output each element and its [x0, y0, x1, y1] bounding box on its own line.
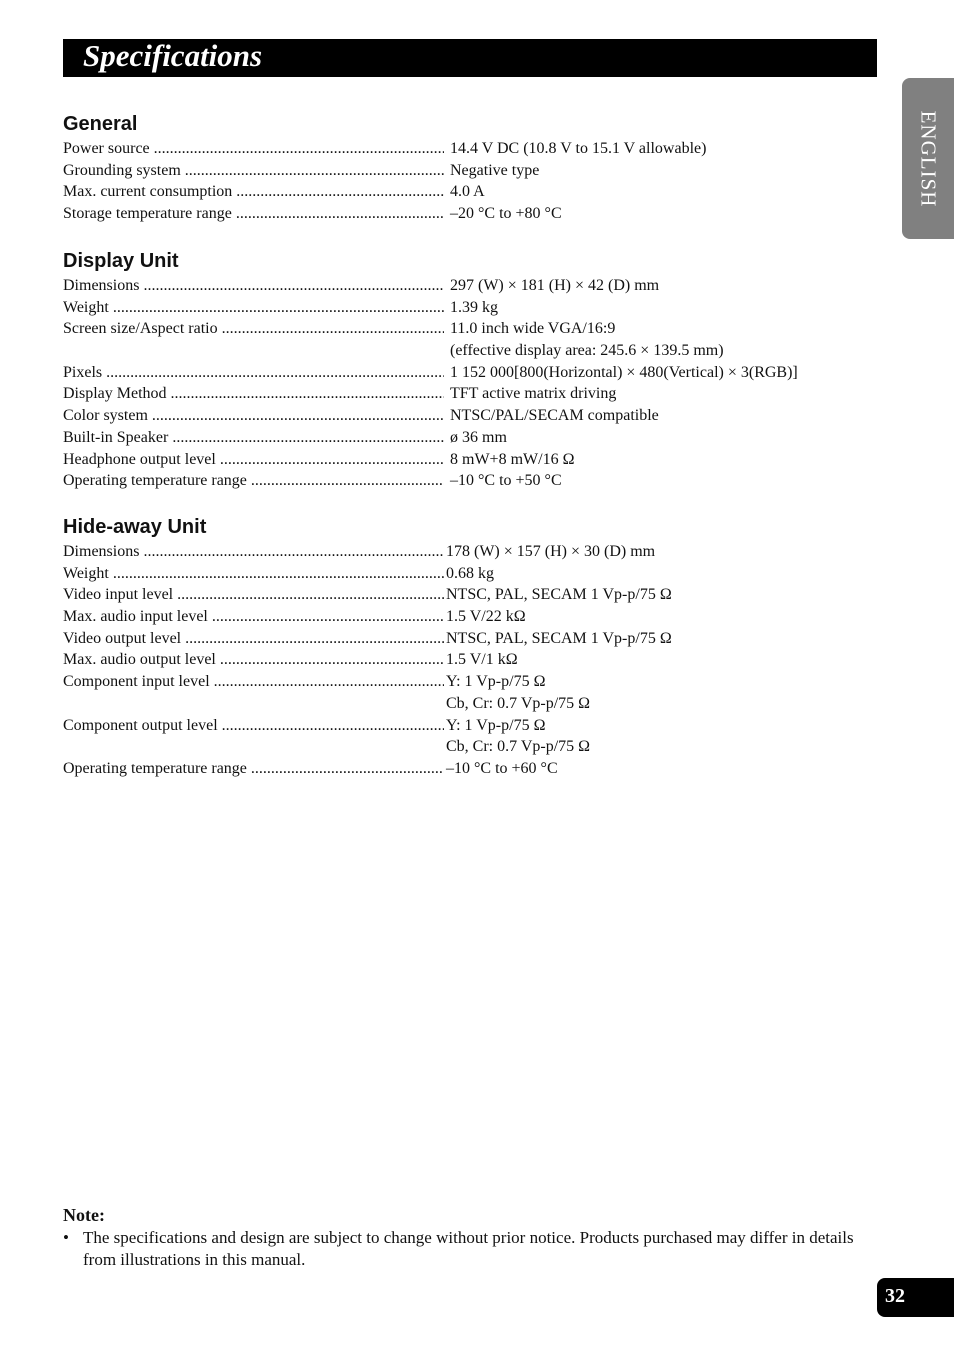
spec-label: Storage temperature range .....	[63, 203, 444, 225]
spec-row	[63, 715, 883, 737]
spec-row	[63, 138, 883, 160]
spec-value: 1 152 000[800(Horizontal) × 480(Vertical) × 3(RGB)]	[450, 363, 798, 381]
spec-label: Component output level .....	[63, 715, 444, 737]
spec-row	[63, 584, 883, 606]
page-number-badge	[877, 1278, 954, 1317]
spec-row	[63, 181, 883, 203]
section-heading-hideaway-unit: Hide-away Unit	[63, 516, 207, 538]
spec-label: Display Method .....	[63, 383, 444, 405]
spec-value: 1.5 V/22 kΩ	[446, 608, 526, 626]
spec-label: Operating temperature range .....	[63, 470, 444, 492]
spec-row	[63, 628, 883, 650]
page-title-bar	[63, 39, 877, 77]
spec-value: 8 mW+8 mW/16 Ω	[450, 450, 575, 468]
spec-label: Component input level .....	[63, 671, 444, 693]
section-hideaway-unit	[63, 514, 883, 780]
spec-label: Operating temperature range .....	[63, 758, 444, 780]
spec-value: Cb, Cr: 0.7 Vp-p/75 Ω	[446, 738, 591, 756]
spec-row	[63, 160, 883, 182]
spec-row	[63, 405, 883, 427]
spec-label: Max. audio input level .....	[63, 606, 444, 628]
spec-row	[63, 758, 883, 780]
spec-rows-hideaway-unit	[63, 541, 883, 780]
spec-value: NTSC, PAL, SECAM 1 Vp-p/75 Ω	[446, 586, 672, 604]
spec-value: Negative type	[450, 161, 540, 179]
spec-label: Max. audio output level .....	[63, 649, 444, 671]
spec-row	[63, 671, 883, 693]
spec-value: 297 (W) × 181 (H) × 42 (D) mm	[450, 277, 660, 294]
spec-row	[63, 275, 883, 297]
spec-value: 11.0 inch wide VGA/16:9	[450, 320, 616, 338]
section-general	[63, 111, 883, 225]
spec-row-continuation	[63, 693, 883, 715]
spec-row	[63, 297, 883, 319]
spec-label: Power source .....	[63, 138, 444, 160]
spec-value: –10 °C to +50 °C	[450, 472, 562, 490]
spec-label: Color system .....	[63, 405, 444, 427]
spec-label: Video output level .....	[63, 628, 444, 650]
spec-value: 1.39 kg	[450, 298, 498, 316]
language-tab	[902, 78, 954, 239]
spec-value: Cb, Cr: 0.7 Vp-p/75 Ω	[446, 694, 591, 712]
page-title: Specifications	[83, 38, 263, 73]
spec-label: Weight .....	[63, 563, 444, 585]
spec-label: Max. current consumption .....	[63, 181, 444, 203]
spec-row	[63, 470, 883, 492]
spec-value: –20 °C to +80 °C	[450, 205, 562, 223]
spec-label: Video input level .....	[63, 584, 444, 606]
spec-row-continuation	[63, 736, 883, 758]
spec-row	[63, 362, 883, 384]
spec-row	[63, 606, 883, 628]
spec-row	[63, 427, 883, 449]
spec-value: TFT active matrix driving	[450, 385, 617, 403]
note-title: Note:	[63, 1205, 105, 1225]
spec-row	[63, 383, 883, 405]
spec-label: Screen size/Aspect ratio .....	[63, 318, 444, 340]
language-tab-label: ENGLISH	[916, 110, 941, 207]
spec-value: –10 °C to +60 °C	[446, 759, 558, 777]
spec-value: 1.5 V/1 kΩ	[446, 651, 518, 669]
section-heading-general: General	[63, 113, 138, 135]
spec-row	[63, 203, 883, 225]
spec-value: NTSC/PAL/SECAM compatible	[450, 407, 659, 425]
spec-row	[63, 318, 883, 340]
spec-row-continuation	[63, 340, 883, 362]
note-text: • The specifications and design are subject to change without prior notice. Products purchased may differ in details from illustrations in this manual.	[63, 1227, 863, 1270]
spec-label: Weight .....	[63, 297, 444, 319]
spec-label: Dimensions .....	[63, 275, 444, 297]
spec-value: 178 (W) × 157 (H) × 30 (D) mm	[446, 543, 656, 560]
spec-value: Y: 1 Vp-p/75 Ω	[446, 673, 546, 691]
spec-rows-display-unit	[63, 275, 883, 492]
spec-value: 4.0 A	[450, 183, 485, 201]
spec-label: Pixels .....	[63, 362, 444, 384]
spec-label: Built-in Speaker .....	[63, 427, 444, 449]
spec-row	[63, 649, 883, 671]
spec-value: Y: 1 Vp-p/75 Ω	[446, 716, 546, 734]
spec-value: 0.68 kg	[446, 564, 494, 582]
note-block	[63, 1205, 863, 1270]
spec-label: Dimensions .....	[63, 541, 444, 563]
section-display-unit	[63, 248, 883, 492]
spec-value: 14.4 V DC (10.8 V to 15.1 V allowable)	[450, 140, 707, 157]
page-number: 32	[885, 1285, 905, 1307]
spec-value: (effective display area: 245.6 × 139.5 mm)	[450, 342, 724, 360]
spec-row	[63, 449, 883, 471]
spec-label: Grounding system .....	[63, 160, 444, 182]
spec-value: NTSC, PAL, SECAM 1 Vp-p/75 Ω	[446, 629, 672, 647]
section-heading-display-unit: Display Unit	[63, 250, 179, 272]
spec-rows-general	[63, 138, 883, 225]
spec-value: ø 36 mm	[450, 428, 507, 446]
spec-label: Headphone output level .....	[63, 449, 444, 471]
spec-row	[63, 541, 883, 563]
spec-row	[63, 563, 883, 585]
